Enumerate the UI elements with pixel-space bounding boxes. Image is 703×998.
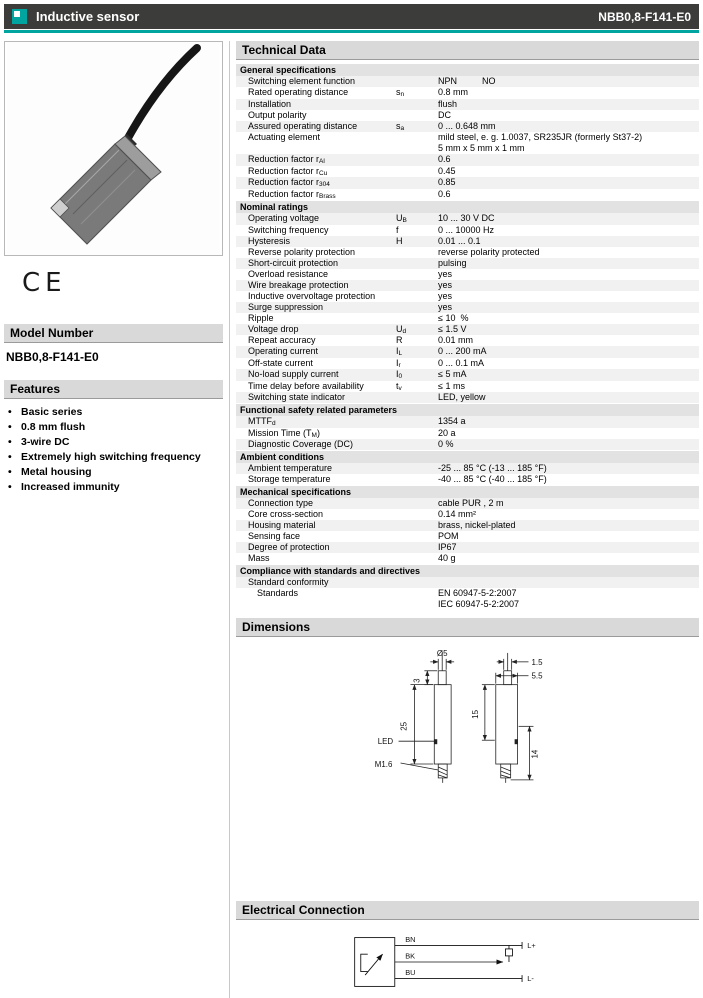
spec-row	[236, 369, 699, 381]
spec-value: yes	[438, 290, 453, 301]
feature-item: • Metal housing	[8, 466, 223, 478]
spec-symbol	[396, 269, 438, 280]
spec-row	[236, 99, 699, 110]
dim-label-15: 15	[470, 710, 480, 719]
spec-value: flush	[438, 98, 458, 109]
page-content	[4, 41, 699, 998]
wire-label-bu: BU	[404, 968, 416, 978]
spec-symbol	[396, 280, 438, 291]
spec-value: ≤ 10 %	[438, 312, 469, 323]
spec-row	[236, 110, 699, 121]
spec-symbol	[396, 509, 438, 520]
feature-item: • Extremely high switching frequency	[8, 451, 223, 463]
spec-symbol: $s_n$	[396, 87, 405, 98]
spec-value: pulsing	[438, 257, 467, 268]
spec-label: Time delay before availability	[248, 380, 364, 391]
spec-row	[236, 280, 699, 291]
spec-symbol	[396, 99, 438, 110]
spec-row	[236, 392, 699, 403]
spec-label: Inductive overvoltage protection	[248, 290, 376, 301]
dim-label-3: 3	[411, 678, 421, 683]
spec-label: Degree of protection	[248, 542, 330, 552]
spec-section-title: Functional safety related parameters	[236, 404, 699, 416]
spec-label: Off-state current	[248, 357, 313, 368]
wire-label-bn: BN	[404, 934, 416, 944]
spec-symbol: f	[396, 224, 399, 235]
spec-row	[236, 302, 699, 313]
spec-value: yes	[438, 268, 453, 279]
spec-row	[236, 247, 699, 258]
spec-symbol	[396, 189, 438, 201]
spec-symbol	[396, 76, 438, 87]
spec-section-title: Compliance with standards and directives	[236, 565, 699, 577]
spec-symbol	[396, 577, 438, 588]
spec-value: yes	[438, 279, 453, 290]
technical-data-heading: Technical Data	[236, 41, 699, 60]
spec-row	[236, 213, 699, 225]
spec-symbol	[396, 439, 438, 450]
spec-row	[236, 531, 699, 542]
spec-label: Mass	[248, 553, 270, 563]
spec-symbol	[396, 132, 438, 154]
spec-value: POM	[438, 531, 459, 541]
spec-label: $MTTF_d$	[248, 416, 276, 427]
spec-value: -40 ... 85 °C (-40 ... 185 °F)	[438, 474, 547, 484]
spec-symbol: $U_B$	[396, 213, 407, 224]
spec-symbol	[396, 531, 438, 542]
spec-value: mild steel, e. g. 1.0037, SR235JR (formerly St37-2) 5 mm x 5 mm x 1 mm	[438, 132, 643, 153]
spec-row	[236, 439, 699, 450]
spec-row	[236, 177, 699, 189]
spec-label: Reduction factor $r_{Cu}$	[248, 165, 328, 177]
spec-row	[236, 542, 699, 553]
electrical-connection-heading: Electrical Connection	[236, 901, 699, 920]
spec-subheader-row	[236, 577, 699, 588]
spec-row	[236, 166, 699, 178]
dimension-drawing	[238, 643, 698, 891]
spec-label: Switching state indicator	[248, 392, 346, 402]
spec-row	[236, 381, 699, 393]
spec-symbol: $s_a$	[396, 120, 405, 132]
spec-value: NPN NO	[438, 76, 496, 86]
spec-label: Reduction factor $r_{Brass}$	[248, 188, 336, 200]
spec-row	[236, 553, 699, 564]
spec-value: ≤ 1 ms	[438, 380, 465, 391]
spec-label: Reduction factor $r_{304}$	[248, 177, 330, 188]
spec-value: 1354 a	[438, 416, 466, 426]
features-heading: Features	[4, 380, 223, 399]
dim-label-14: 14	[529, 749, 539, 759]
spec-value: 20 a	[438, 427, 456, 438]
spec-value: 10 ... 30 V DC	[438, 213, 495, 223]
brand-cube-icon	[12, 9, 27, 24]
spec-row	[236, 258, 699, 269]
spec-row	[236, 87, 699, 99]
spec-value: ≤ 5 mA	[438, 369, 467, 379]
spec-value: 0.6	[438, 154, 451, 164]
switch-symbol	[365, 954, 382, 975]
spec-label: Operating voltage	[248, 213, 320, 223]
spec-symbol	[396, 302, 438, 313]
spec-value: IP67	[438, 542, 457, 552]
spec-value	[438, 577, 699, 588]
spec-symbol	[396, 166, 438, 178]
spec-symbol	[396, 416, 438, 428]
sensor-target-symbol	[360, 954, 367, 971]
spec-value: 0 ... 0.1 mA	[438, 357, 485, 368]
spec-value: EN 60947-5-2:2007 IEC 60947-5-2:2007	[438, 588, 520, 609]
spec-label: Assured operating distance	[248, 120, 358, 131]
led-indicator-mark	[434, 739, 437, 744]
spec-value: 40 g	[438, 553, 456, 563]
spec-label: Mission Time $(T_M)$	[248, 427, 320, 439]
dimensions-figure	[236, 641, 699, 893]
spec-value: yes	[438, 301, 453, 312]
spec-label: Wire breakage protection	[248, 279, 349, 290]
spec-label: Diagnostic Coverage (DC)	[248, 439, 354, 449]
spec-label: Switching element function	[248, 76, 356, 86]
spec-label: Installation	[248, 98, 292, 109]
spec-label: Output polarity	[248, 109, 307, 120]
features-list	[4, 406, 223, 493]
spec-symbol	[396, 110, 438, 121]
spec-row	[236, 236, 699, 247]
spec-symbol	[396, 258, 438, 269]
spec-value: 0.01 ... 0.1	[438, 235, 481, 246]
spec-symbol: $I_L$	[396, 346, 403, 357]
spec-value: brass, nickel-plated	[438, 520, 516, 530]
spec-label: Voltage drop	[248, 323, 299, 334]
spec-symbol	[396, 474, 438, 485]
spec-symbol	[396, 247, 438, 258]
spec-symbol	[396, 392, 438, 403]
technical-data-table	[236, 64, 699, 610]
spec-label: Standard conformity	[248, 577, 329, 587]
spec-symbol: $I_r$	[396, 357, 401, 369]
spec-label: Storage temperature	[248, 474, 331, 484]
spec-value: 0 ... 200 mA	[438, 346, 487, 356]
spec-row	[236, 509, 699, 520]
spec-label: Switching frequency	[248, 224, 329, 235]
spec-value: 0.14 mm²	[438, 509, 477, 519]
spec-value: DC	[438, 109, 451, 120]
right-column	[229, 41, 699, 998]
spec-symbol: R	[396, 335, 403, 345]
dimensions-heading: Dimensions	[236, 618, 699, 637]
spec-symbol	[396, 520, 438, 531]
dim-label-25: 25	[398, 721, 408, 731]
spec-row	[236, 154, 699, 166]
led-indicator-mark-2	[514, 739, 517, 744]
header-bar	[4, 4, 699, 29]
spec-label: Sensing face	[248, 531, 301, 541]
spec-row	[236, 346, 699, 358]
accent-rule	[4, 30, 699, 33]
feature-item: • Increased immunity	[8, 481, 223, 493]
ce-mark: CE	[22, 268, 67, 298]
circuit-diagram	[308, 928, 628, 996]
spec-value: 0.8 mm	[438, 87, 469, 97]
spec-label: Operating current	[248, 346, 319, 356]
spec-label: Actuating element	[248, 132, 321, 142]
feature-item: • Basic series	[8, 406, 223, 418]
spec-symbol	[396, 463, 438, 474]
dim-label-5-5: 5.5	[530, 671, 543, 681]
spec-value: 0 %	[438, 439, 454, 449]
spec-label: Reverse polarity protection	[248, 246, 356, 257]
spec-row	[236, 121, 699, 133]
feature-item: • 3-wire DC	[8, 436, 223, 448]
product-category-title: Inductive sensor	[36, 9, 140, 24]
spec-symbol	[396, 553, 438, 564]
spec-label: Ripple	[248, 312, 274, 323]
spec-value: ≤ 1.5 V	[438, 323, 467, 334]
spec-value: cable PUR , 2 m	[438, 498, 504, 508]
load-symbol	[505, 949, 512, 956]
spec-label: Overload resistance	[248, 268, 329, 279]
spec-row	[236, 588, 699, 610]
spec-row	[236, 269, 699, 280]
spec-label: Core cross-section	[248, 509, 324, 519]
spec-row	[236, 335, 699, 346]
wire-label-bk: BK	[404, 951, 415, 961]
spec-section-title: Nominal ratings	[236, 201, 699, 213]
spec-label: Standards	[257, 588, 299, 598]
spec-value: 0 ... 0.648 mm	[438, 120, 496, 131]
model-number-heading: Model Number	[4, 324, 223, 343]
spec-symbol	[396, 428, 438, 440]
spec-row	[236, 76, 699, 87]
spec-label: Surge suppression	[248, 301, 324, 312]
spec-symbol	[396, 154, 438, 166]
spec-row	[236, 474, 699, 485]
dim-label-thread: M1.6	[374, 760, 392, 769]
spec-label: Repeat accuracy	[248, 335, 316, 345]
spec-symbol	[396, 588, 438, 610]
spec-symbol	[396, 498, 438, 509]
spec-symbol: H	[396, 235, 403, 246]
spec-row	[236, 358, 699, 370]
dim-label-led: LED	[377, 737, 393, 747]
spec-symbol	[396, 542, 438, 553]
spec-row	[236, 463, 699, 474]
brand-cube-inner	[14, 11, 20, 17]
terminal-label-lplus: L+	[526, 941, 536, 951]
spec-row	[236, 189, 699, 201]
spec-row	[236, 225, 699, 236]
spec-row	[236, 132, 699, 154]
spec-label: Connection type	[248, 498, 314, 508]
part-number: NBB0,8-F141-E0	[598, 9, 691, 24]
spec-label: Ambient temperature	[248, 463, 333, 473]
spec-value: 0.45	[438, 165, 456, 176]
spec-symbol	[396, 291, 438, 302]
spec-symbol: $I_0$	[396, 369, 403, 380]
spec-value: 0.85	[438, 177, 456, 187]
spec-label: Reduction factor $r_{Al}$	[248, 154, 325, 165]
spec-label: No-load supply current	[248, 369, 339, 379]
spec-row	[236, 313, 699, 324]
spec-row	[236, 291, 699, 302]
dim-label-diameter: Ø5	[436, 648, 447, 658]
spec-row	[236, 520, 699, 531]
spec-value: 0 ... 10000 Hz	[438, 224, 495, 235]
spec-symbol: $U_d$	[396, 323, 407, 335]
product-photo-image	[5, 42, 222, 255]
spec-section-title: General specifications	[236, 64, 699, 76]
spec-row	[236, 416, 699, 428]
spec-label: Short-circuit protection	[248, 257, 339, 268]
electrical-figure	[236, 924, 699, 998]
spec-value: -25 ... 85 °C (-13 ... 185 °F)	[438, 463, 547, 473]
spec-value: LED, yellow	[438, 392, 486, 402]
spec-section-title: Mechanical specifications	[236, 486, 699, 498]
left-column	[4, 41, 229, 998]
model-number-value: NBB0,8-F141-E0	[6, 350, 99, 364]
product-photo	[4, 41, 223, 256]
spec-label: Housing material	[248, 520, 316, 530]
spec-row	[236, 324, 699, 336]
spec-value: reverse polarity protected	[438, 246, 540, 257]
spec-value: 0.6	[438, 188, 451, 199]
spec-section-title: Ambient conditions	[236, 451, 699, 463]
spec-row	[236, 428, 699, 440]
spec-row	[236, 498, 699, 509]
spec-symbol	[396, 313, 438, 324]
spec-label: Rated operating distance	[248, 87, 349, 97]
spec-value: 0.01 mm	[438, 335, 474, 345]
dim-label-1-5: 1.5	[530, 657, 543, 667]
terminal-label-lminus: L-	[526, 974, 534, 984]
spec-symbol	[396, 177, 438, 189]
spec-symbol: $t_v$	[396, 380, 402, 392]
spec-label: Hysteresis	[248, 235, 291, 246]
feature-item: • 0.8 mm flush	[8, 421, 223, 433]
